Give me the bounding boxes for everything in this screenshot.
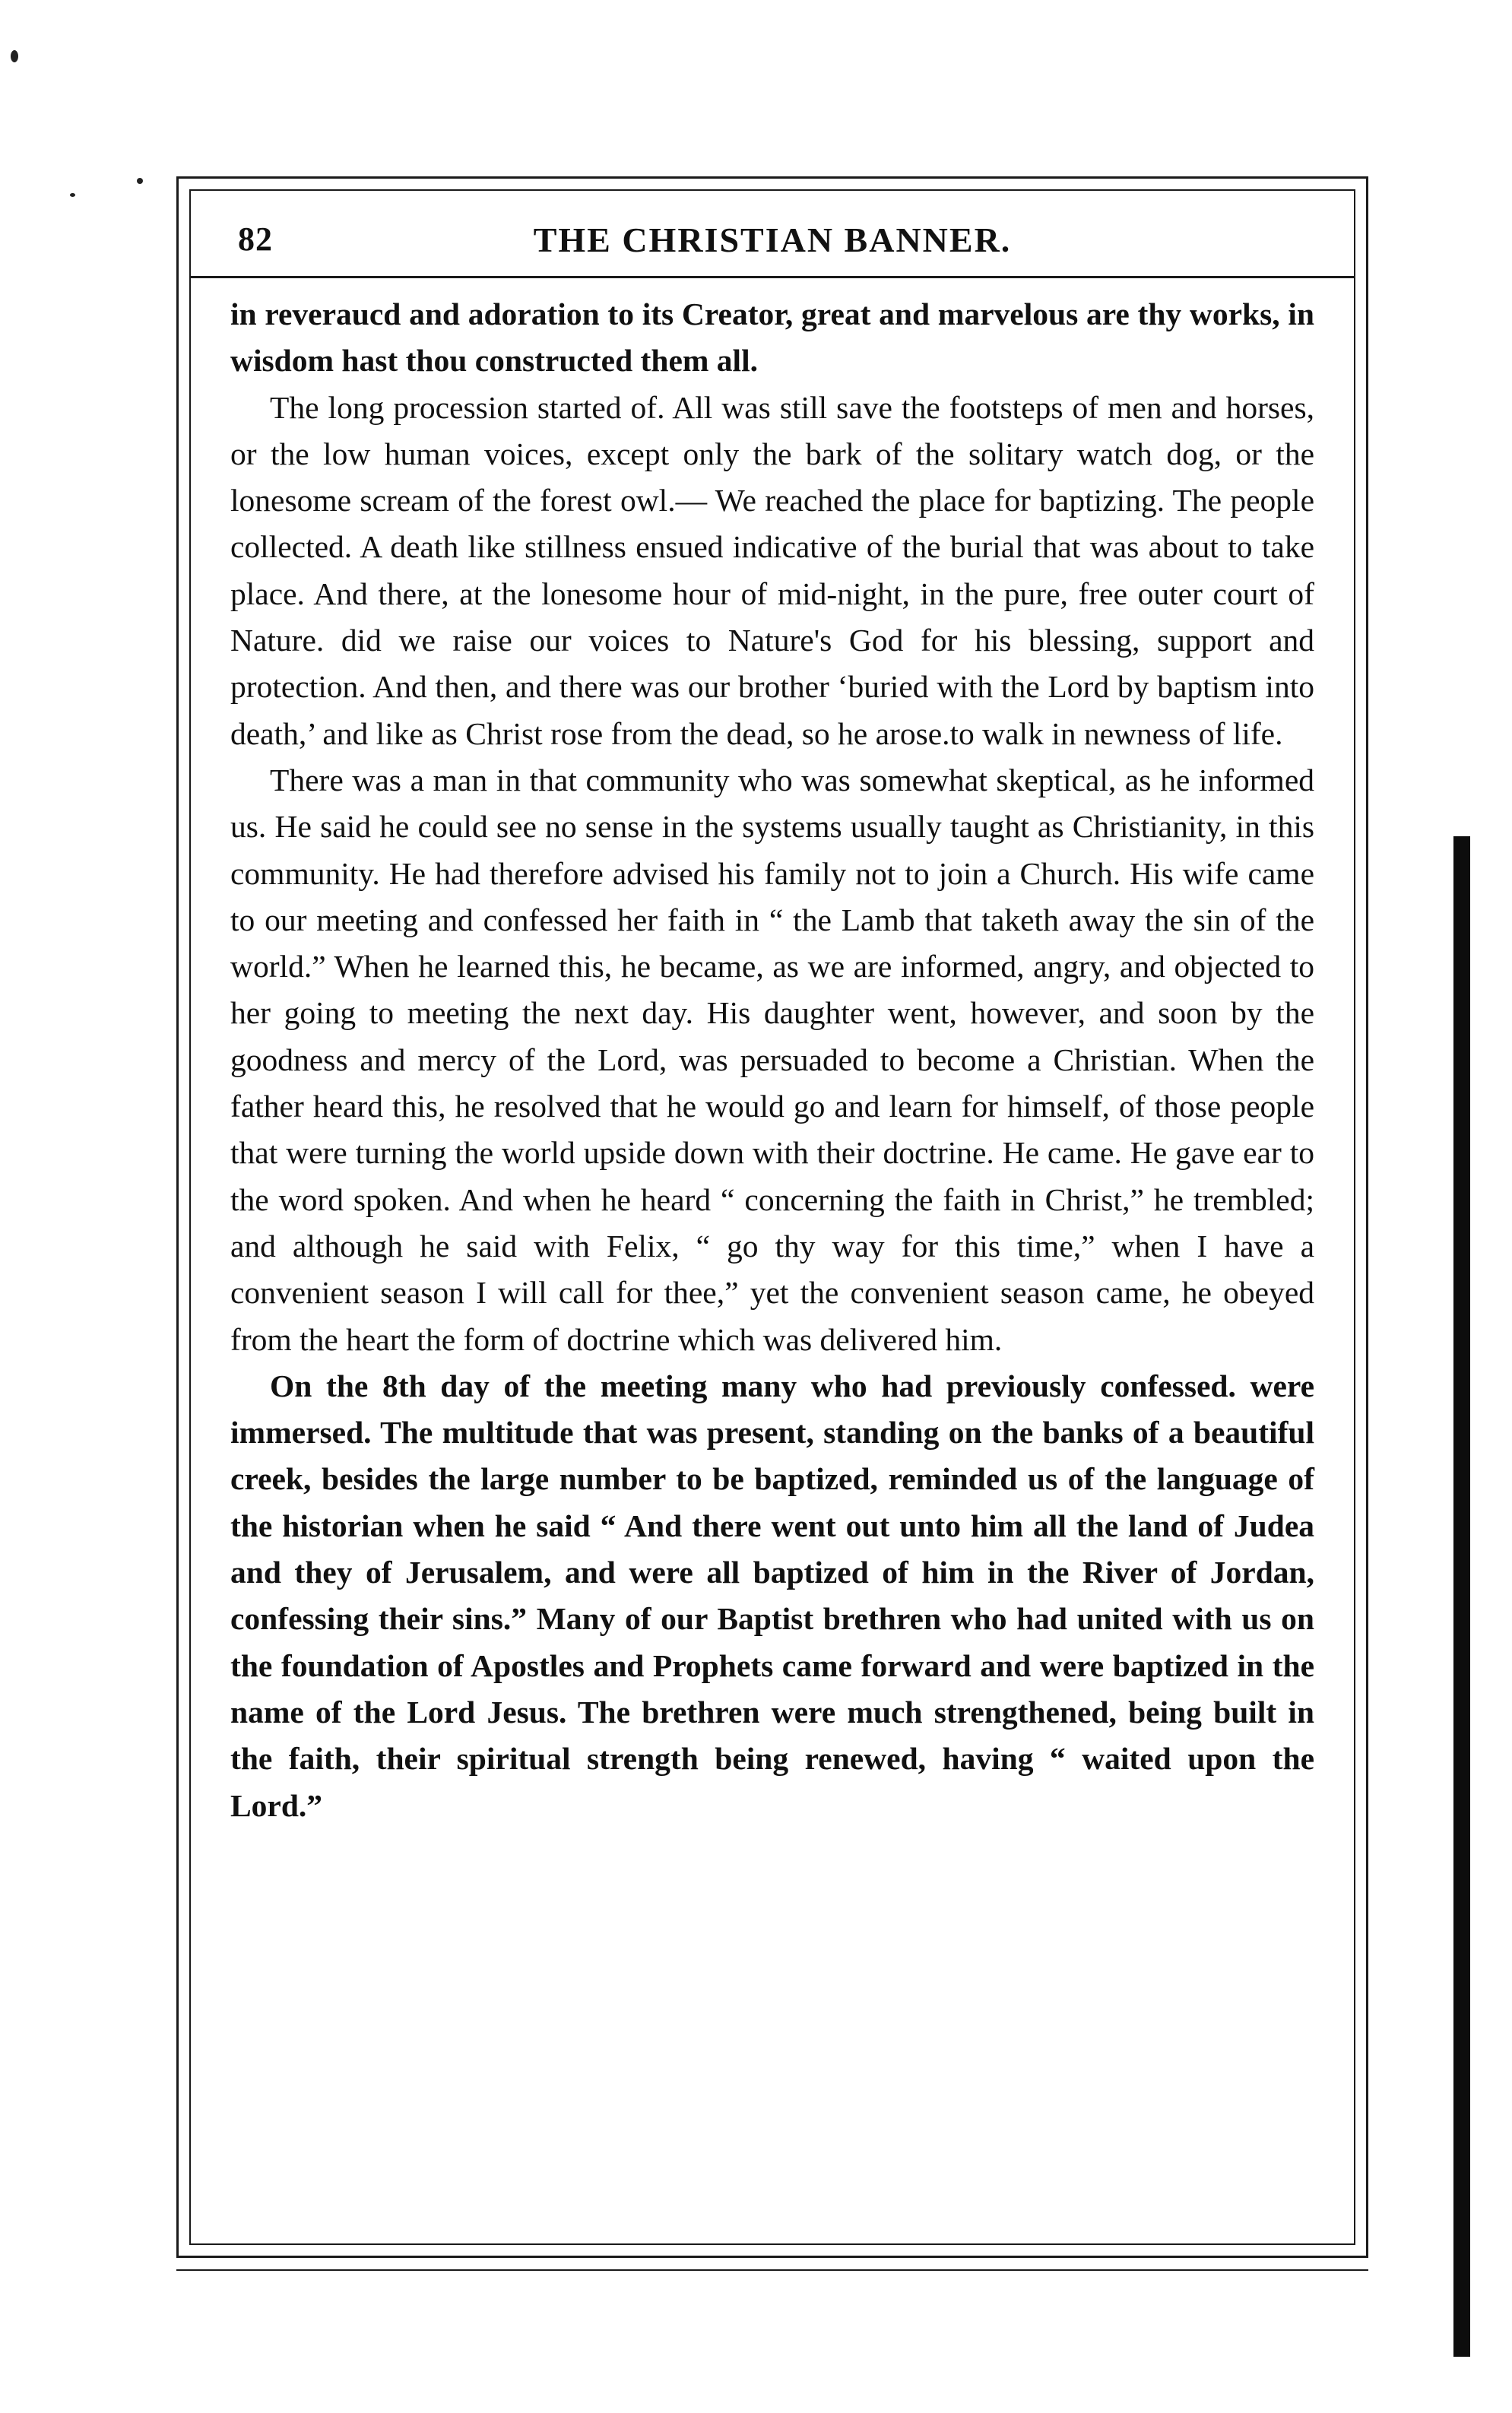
page-number: 82 — [238, 220, 273, 258]
running-title: THE CHRISTIAN BANNER. — [533, 220, 1012, 259]
scan-speck — [137, 178, 143, 184]
paragraph-immersion: On the 8th day of the meeting many who had previously confessed. were immersed. The multitude that was present, standing on the banks of a beautiful creek, besides the large number to be baptized, reminded us of the language of the historian when he said “ And there went out unto him all the land of Judea and they of Jerusalem, and were all baptized of him in the River of Jordan, confessing their sins.” Many of our Baptist brethren who had united with us on the foundation of Apostles and Prophets came forward and were baptized in the name of the Lord Jesus. The brethren were much strengthened, being built in the faith, their spiritual strength being renewed, having “ waited upon the Lord.” — [230, 1368, 1314, 1823]
article-body — [230, 291, 1314, 1829]
header-rule — [191, 276, 1354, 278]
paragraph-procession: The long procession started of. All was still save the footsteps of men and horses, or the low human voices, except only the bark of the solitary watch dog, or the lonesome scream of the forest owl.— We reached the place for baptizing. The people collected. A death like stillness ensued indicative of the burial that was about to take place. And there, at the lonesome hour of mid-night, in the pure, free outer court of Nature. did we raise our voices to Nature's God for his blessing, support and protection. And then, and there was our brother ‘buried with the Lord by baptism into death,’ and like as Christ rose from the dead, so he arose.to walk in newness of life. — [230, 389, 1314, 751]
scan-speck — [70, 193, 75, 197]
page-frame — [176, 176, 1368, 2258]
scan-speck — [11, 50, 18, 62]
paragraph-continued: in reveraucd and adoration to its Creator, great and marvelous are thy works, in wisdom hast thou constructed them all. — [230, 296, 1314, 379]
paragraph-skeptic: There was a man in that community who was somewhat skeptical, as he informed us. He said he could see no sense in the systems usually taught as Christianity, in this community. He had therefore advised his family not to join a Church. His wife came to our meeting and confessed her faith in “ the Lamb that taketh away the sin of the world.” When he learned this, he became, as we are informed, angry, and objected to her going to meeting the next day. His daughter went, however, and soon by the goodness and mercy of the Lord, was persuaded to become a Christian. When the father heard this, he resolved that he would go and learn for himself, of those people that were turning the world upside down with their doctrine. He came. He gave ear to the word spoken. And when he heard “ concerning the faith in Christ,” he trembled; and although he said with Felix, “ go thy way for this time,” when I have a convenient season I will call for thee,” yet the convenient season came, he obeyed from the heart the form of doctrine which was delivered him. — [230, 762, 1314, 1357]
bottom-rule — [176, 2269, 1368, 2271]
page-header — [201, 201, 1343, 276]
binding-shadow — [1453, 836, 1470, 2357]
